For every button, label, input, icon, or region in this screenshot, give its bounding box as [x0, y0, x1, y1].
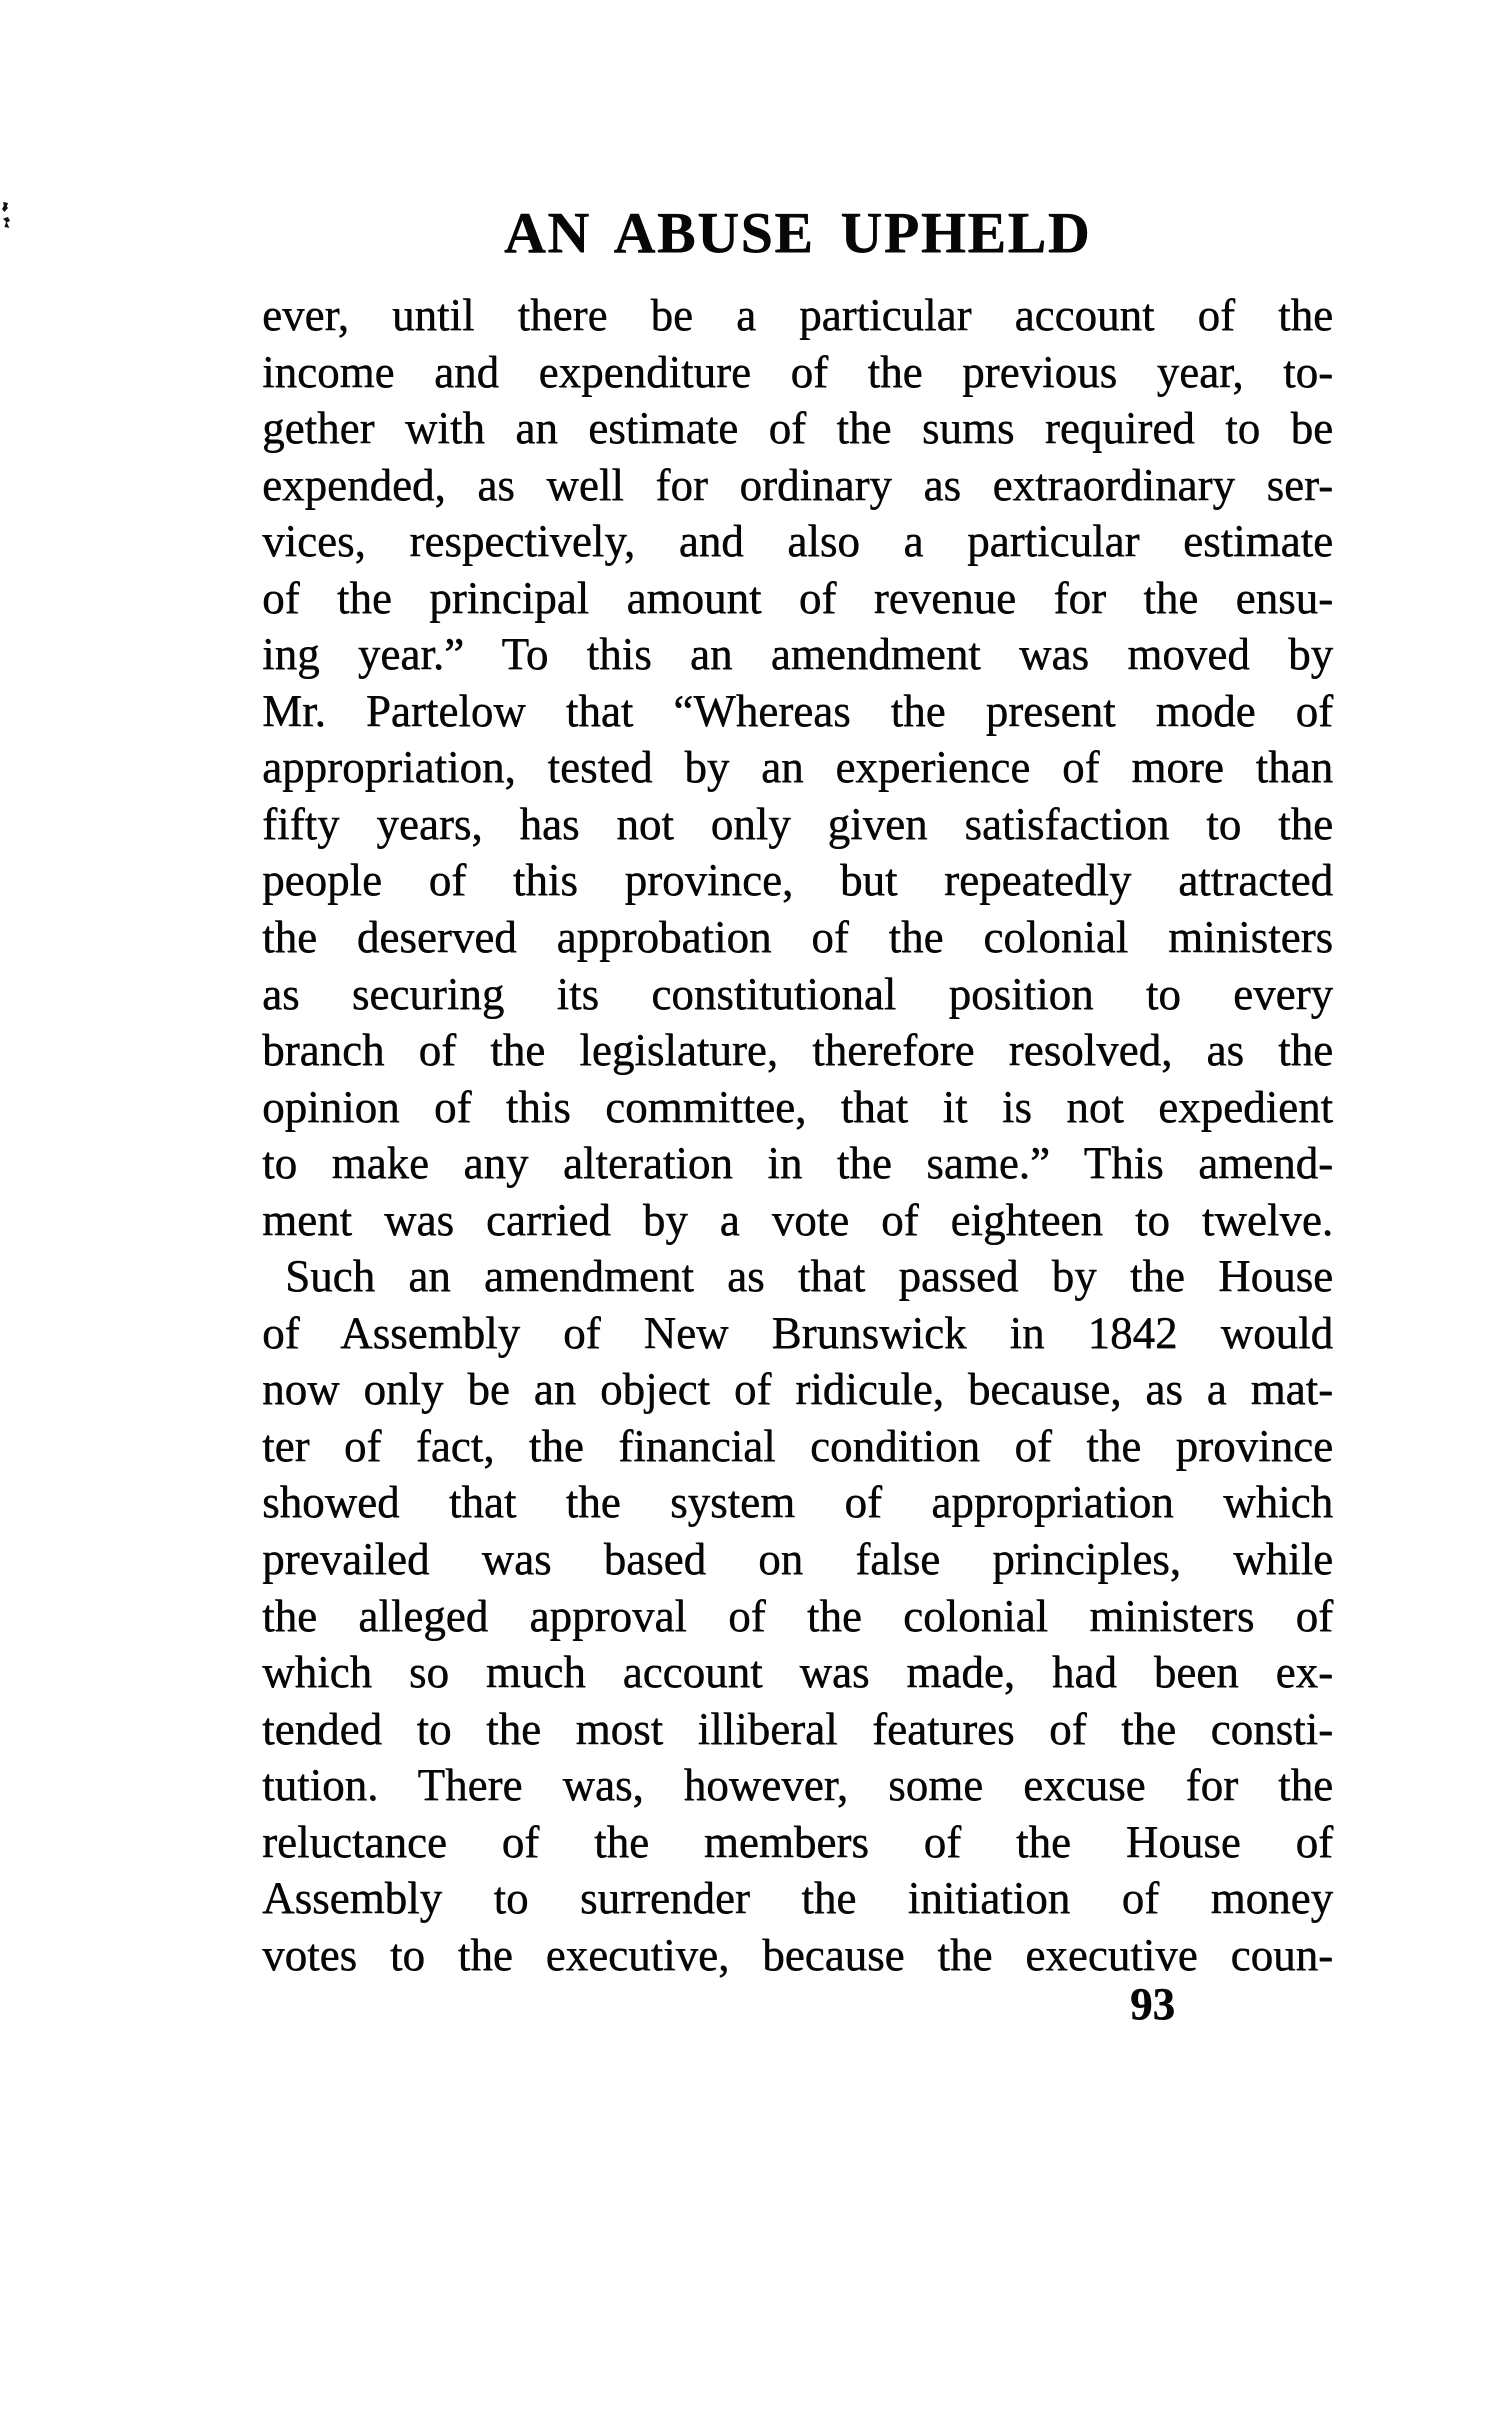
text-line: Assembly to surrender the initiation of money [262, 1873, 1333, 1924]
text-line: showed that the system of appropriation which [262, 1477, 1333, 1528]
text-line: ter of fact, the financial condition of the province [262, 1420, 1333, 1471]
text-line: the alleged approval of the colonial ministers of [262, 1590, 1333, 1641]
text-line: vices, respectively, and also a particular estimate [262, 516, 1333, 567]
text-line: votes to the executive, because the executive coun- [262, 1929, 1333, 1980]
page-number: 93 [1130, 1979, 1175, 2029]
text-line: ment was carried by a vote of eighteen to twelve. [262, 1194, 1333, 1245]
text-line: to make any alteration in the same.” This amend- [262, 1138, 1333, 1189]
text-line: income and expenditure of the previous year, to- [262, 346, 1333, 397]
text-line: opinion of this committee, that it is not expedient [262, 1081, 1333, 1132]
text-line: now only be an object of ridicule, because, as a mat- [262, 1364, 1333, 1415]
text-line: prevailed was based on false principles, while [262, 1534, 1333, 1585]
text-line: of Assembly of New Brunswick in 1842 would [262, 1307, 1333, 1358]
text-line: Mr. Partelow that “Whereas the present mode of [262, 685, 1333, 736]
text-line: gether with an estimate of the sums required to be [262, 403, 1333, 454]
text-line: which so much account was made, had been ex- [262, 1647, 1333, 1698]
text-line: branch of the legislature, therefore resolved, as the [262, 1025, 1333, 1076]
text-line: tended to the most illiberal features of the consti- [262, 1703, 1333, 1754]
text-line: ever, until there be a particular account of the [262, 290, 1333, 340]
text-line: Such an amendment as that passed by the House [285, 1251, 1333, 1302]
page-body [262, 287, 1333, 1983]
text-line: tution. There was, however, some excuse for the [262, 1760, 1333, 1811]
text-line: as securing its constitutional position to every [262, 968, 1333, 1019]
text-line: people of this province, but repeatedly attracted [262, 855, 1333, 906]
text-line: expended, as well for ordinary as extraordinary ser- [262, 459, 1333, 510]
text-line: of the principal amount of revenue for the ensu- [262, 572, 1333, 623]
scan-ink-speck-icon [2, 202, 8, 212]
text-line: fifty years, has not only given satisfaction to the [262, 798, 1333, 849]
text-line: reluctance of the members of the House of [262, 1816, 1333, 1867]
chapter-title: AN ABUSE UPHELD [503, 200, 1092, 265]
text-line: ing year.” To this an amendment was moved by [262, 629, 1333, 680]
text-line: the deserved approbation of the colonial ministers [262, 912, 1333, 963]
scan-ink-speck-icon [3, 217, 10, 228]
text-line: appropriation, tested by an experience of more than [262, 742, 1333, 793]
